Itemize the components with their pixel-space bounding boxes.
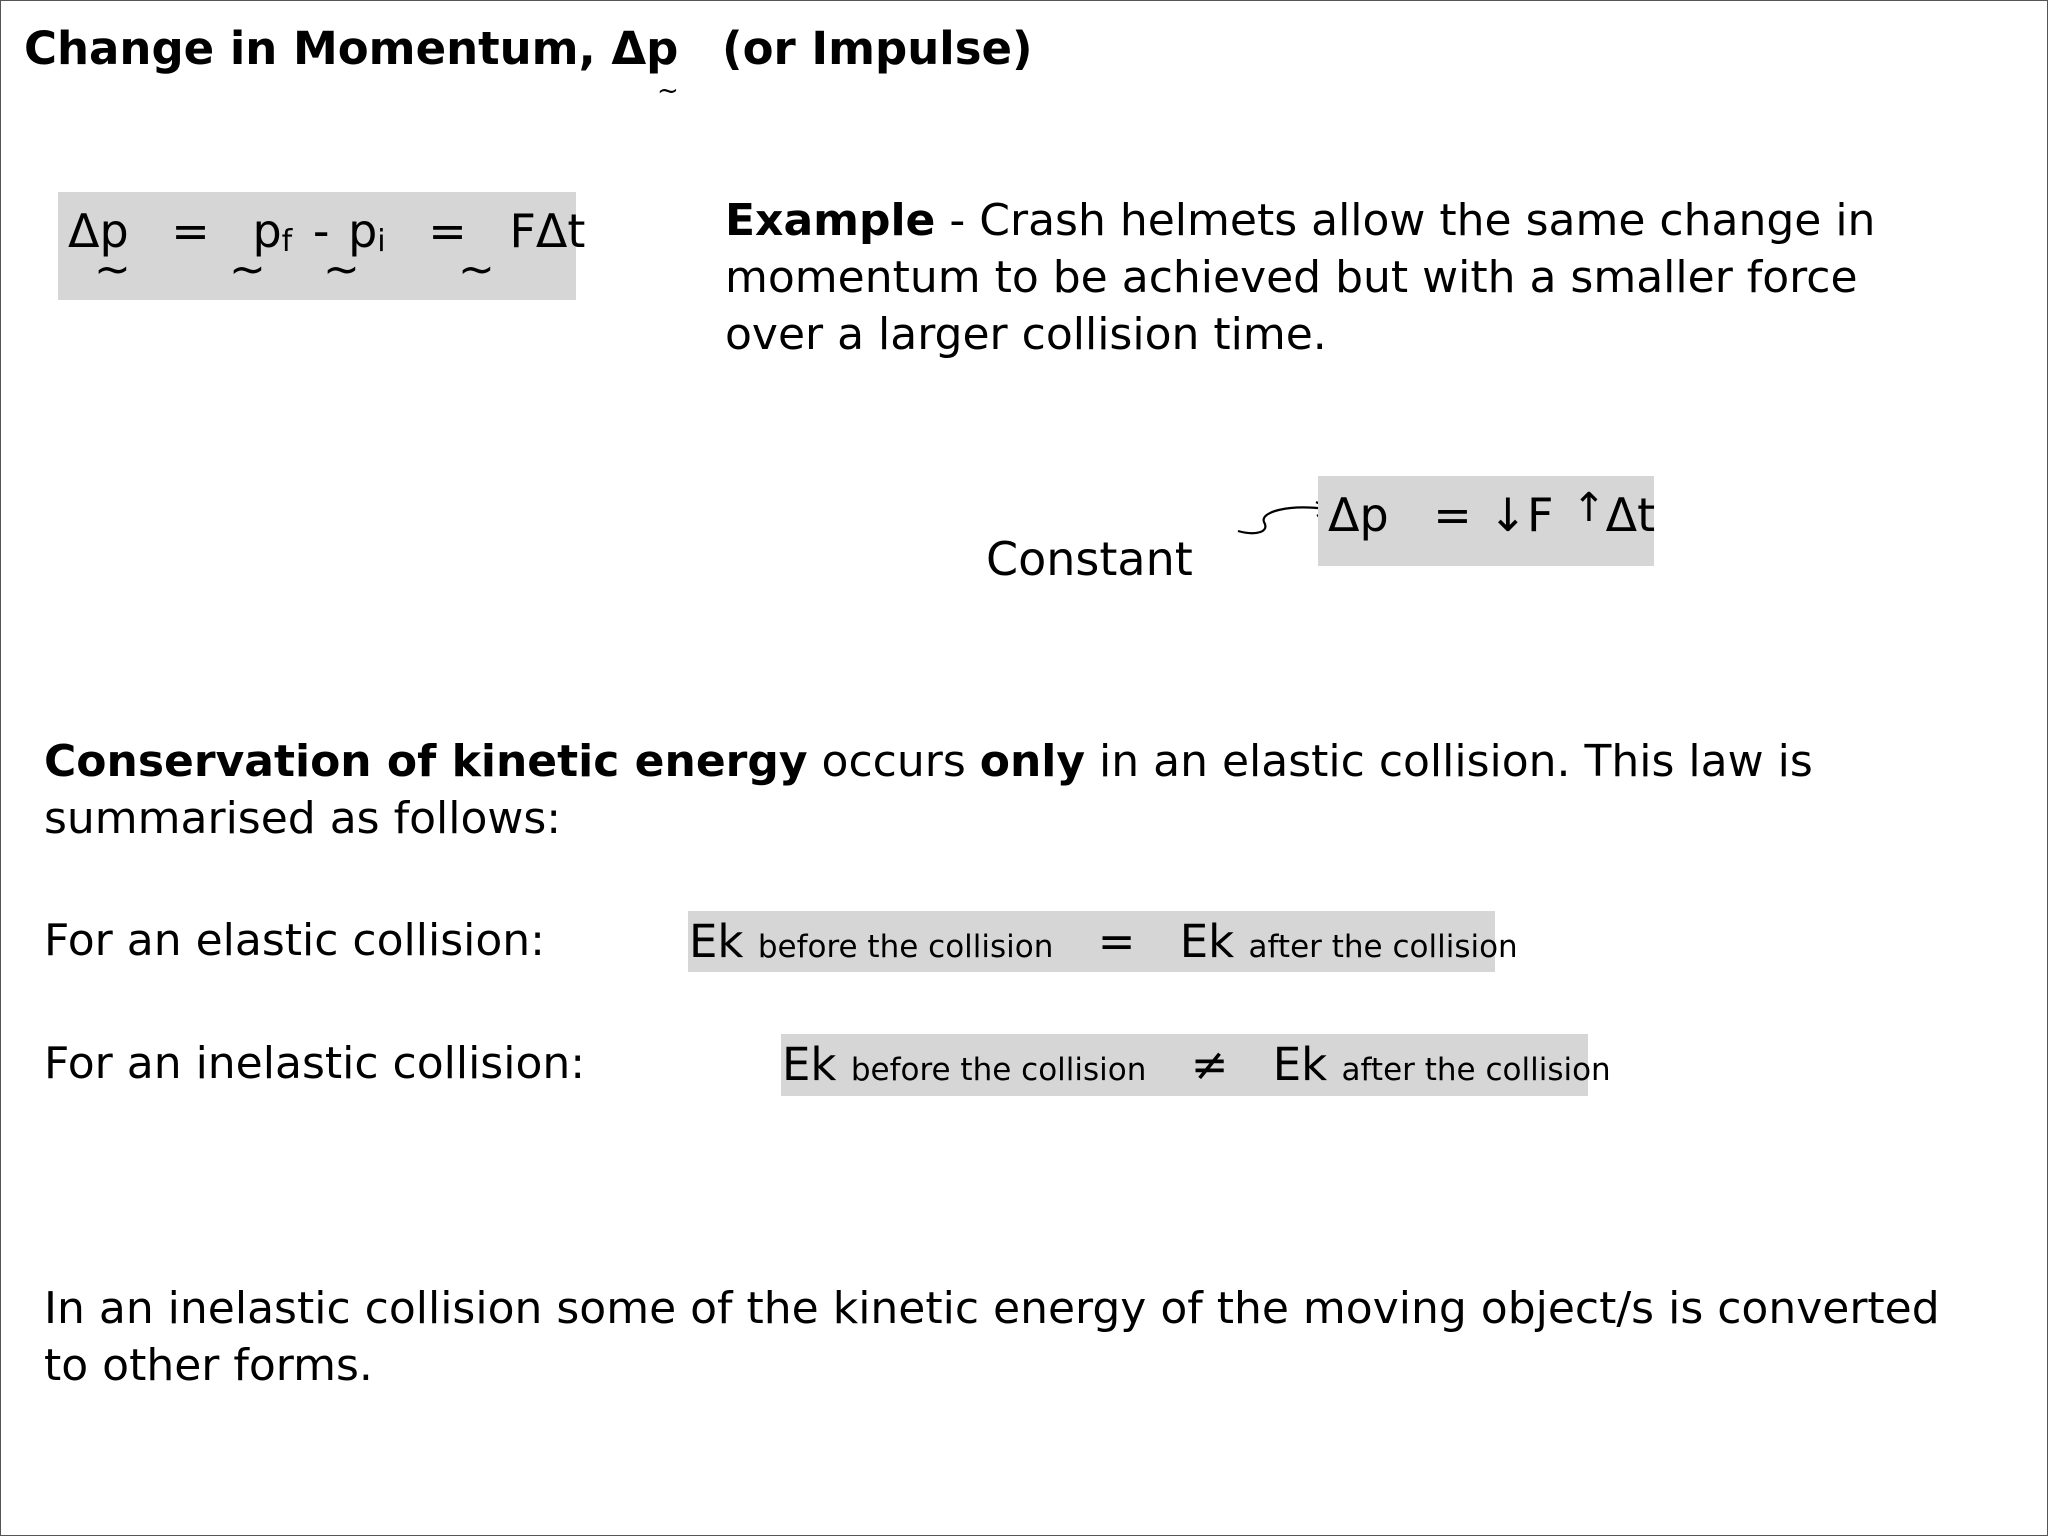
elastic-label: For an elastic collision: — [44, 915, 545, 966]
footer-line-1: In an inelastic collision some of the kinetic energy of the moving object/s is converted — [44, 1283, 1940, 1334]
footer-line-2: to other forms. — [44, 1340, 373, 1391]
formula-eq2: = — [428, 204, 467, 258]
elastic-equation: Ek before the collision = Ek after the collision — [689, 915, 1518, 968]
conservation-line-1: Conservation of kinetic energy occurs only in an elastic collision. This law is — [44, 736, 1813, 787]
inelastic-equation: Ek before the collision ≠ Ek after the collision — [782, 1038, 1611, 1091]
formula-minus: - — [312, 204, 330, 258]
helmet-down-force: ↓F — [1488, 488, 1554, 542]
helmet-dt: Δt — [1605, 488, 1656, 542]
formula-pf: pf — [252, 204, 293, 259]
conservation-line-2: summarised as follows: — [44, 793, 562, 844]
inelastic-label: For an inelastic collision: — [44, 1038, 586, 1089]
title-suffix: (or Impulse) — [722, 22, 1033, 75]
formula-dp: Δp — [68, 204, 129, 258]
formula-eq1: = — [171, 204, 210, 258]
title-tilde: ~ — [657, 76, 679, 106]
helmet-dp: Δp — [1328, 488, 1389, 542]
up-arrow-icon: ↑ — [1572, 485, 1606, 531]
constant-label: Constant — [986, 532, 1193, 586]
example-label: Example — [725, 195, 936, 246]
page-title — [24, 22, 1033, 106]
tilde-f: ~ — [458, 244, 495, 295]
tilde-dp: ~ — [94, 244, 131, 295]
formula-fdt: FΔt — [509, 204, 586, 258]
title-main: Change in Momentum, Δp — [24, 22, 679, 75]
helmet-eq: = — [1433, 488, 1472, 542]
example-text: - Crash helmets allow the same change in momentum to be achieved but with a smaller force over a larger collision time. — [725, 195, 1876, 360]
formula-pi: pi — [348, 204, 386, 259]
example-paragraph — [725, 192, 1925, 363]
helmet-equation — [1328, 485, 1656, 542]
footer-paragraph — [44, 1280, 1940, 1394]
tilde-pi: ~ — [323, 244, 360, 295]
conservation-paragraph — [44, 733, 1813, 847]
tilde-pf: ~ — [229, 244, 266, 295]
